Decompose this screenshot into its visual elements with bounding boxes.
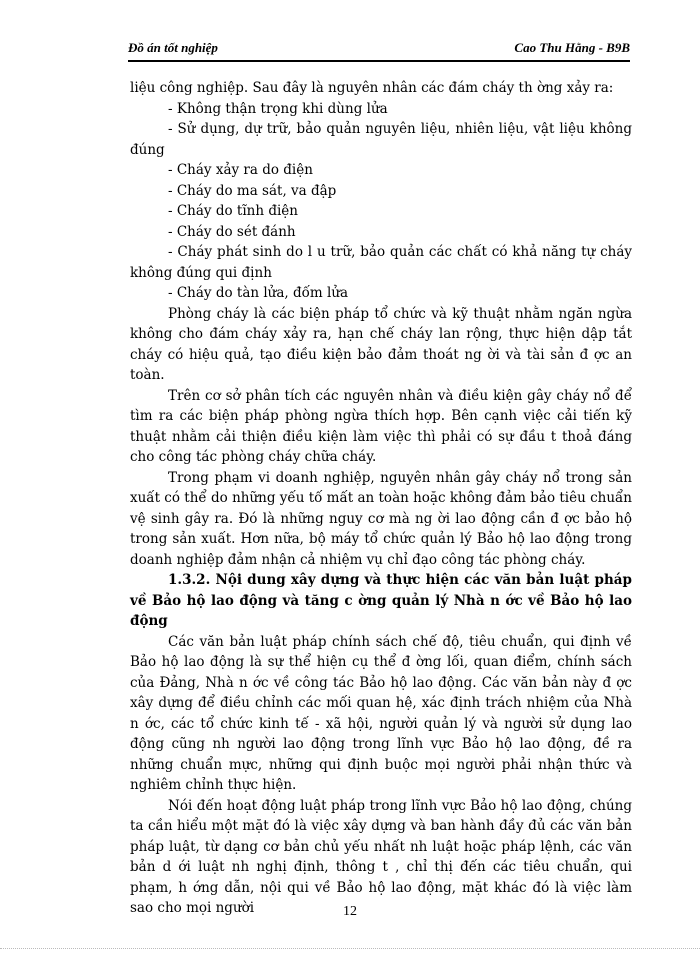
bullet-item: - Cháy do ma sát, va đập [168, 182, 337, 199]
bullet-item: - Cháy do tĩnh điện [168, 203, 298, 219]
paragraph: Phòng cháy là các biện pháp tổ chức và kỹ thuật nhằm ngăn ngừa không cho đám cháy xảy ra, hạn chế cháy lan rộng, thực hiện dập tắt cháy có hiệu quả, tạo điều kiện bảo đảm thoát ng ời và tài sản đ ợc an toàn. [130, 305, 632, 383]
header-left-text: Đồ án tốt nghiệp [128, 40, 218, 55]
bullet-item: - Cháy do sét đánh [168, 223, 296, 240]
page-number: 12 [343, 904, 357, 919]
paragraph: Các văn bản luật pháp chính sách chế độ, tiêu chuẩn, qui định về Bảo hộ lao động là sự thể hiện cụ thể đ ờng lối, quan điểm, chính sách của Đảng, Nhà n ớc về công tác Bảo hộ lao động. Các văn bản này đ ợc xây dựng để điều chỉnh các mối quan hệ, xác định trách nhiệm của Nhà n ớc, các tổ chức kinh tế - xã hội, người quản lý và người sử dụng lao động cũng nh người lao động trong lĩnh vực Bảo hộ lao động, đề ra những chuẩn mực, những qui định buộc mọi người phải nhận thức và nghiêm chỉnh thực hiện. [130, 633, 632, 793]
paragraph: Trên cơ sở phân tích các nguyên nhân và điều kiện gây cháy nổ để tìm ra các biện pháp phòng ngừa thích hợp. Bên cạnh việc cải tiến kỹ thuật nhằm cải thiện điều kiện làm việc thì phải có sự đầu t thoả đáng cho công tác phòng cháy chữa cháy. [130, 387, 632, 465]
paragraph: Trong phạm vi doanh nghiệp, nguyên nhân gây cháy nổ trong sản xuất có thể do những yếu tố mất an toàn hoặc không đảm bảo tiêu chuẩn vệ sinh gây ra. Đó là những nguy cơ mà ng ời lao động cần đ ợc bảo hộ trong sản xuất. Hơn nữa, bộ máy tổ chức quản lý Bảo hộ lao động trong doanh nghiệp đảm nhận cả nhiệm vụ chỉ đạo công tác phòng cháy. [130, 469, 632, 568]
section-heading: 1.3.2. Nội dung xây dựng và thực hiện các văn bản luật pháp về Bảo hộ lao động và tăng c ờng quản lý Nhà n ớc về Bảo hộ lao động [130, 572, 632, 629]
header-rule [128, 60, 630, 62]
bullet-item: - Cháy xảy ra do điện [168, 162, 313, 178]
document-body [130, 78, 632, 919]
bullet-item: - Không thận trọng khi dùng lửa [168, 100, 388, 117]
bullet-item: - Cháy phát sinh do l u trữ, bảo quản các chất có khả năng tự cháy không đúng qui định [130, 244, 632, 281]
paragraph: Nói đến hoạt động luật pháp trong lĩnh vực Bảo hộ lao động, chúng ta cần hiểu một mặt đó là việc xây dựng và ban hành đầy đủ các văn bản pháp luật, từ dạng cơ bản chủ yếu nhất nh luật hoặc pháp lệnh, các văn bản d ới luật nh nghị định, thông t , chỉ thị đến các tiêu chuẩn, qui phạm, h ớng dẫn, nội qui về Bảo hộ lao động, mặt khác đó là việc làm sao cho mọi người [130, 797, 632, 916]
footer-rule [0, 948, 700, 949]
page-header [128, 40, 630, 60]
paragraph: liệu công nghiệp. Sau đây là nguyên nhân các đám cháy th ờng xảy ra: [130, 80, 614, 96]
header-right-text: Cao Thu Hằng - B9B [514, 40, 630, 55]
bullet-item: - Sử dụng, dự trữ, bảo quản nguyên liệu, nhiên liệu, vật liệu không đúng [130, 121, 632, 158]
bullet-item: - Cháy do tàn lửa, đốm lửa [168, 285, 349, 301]
